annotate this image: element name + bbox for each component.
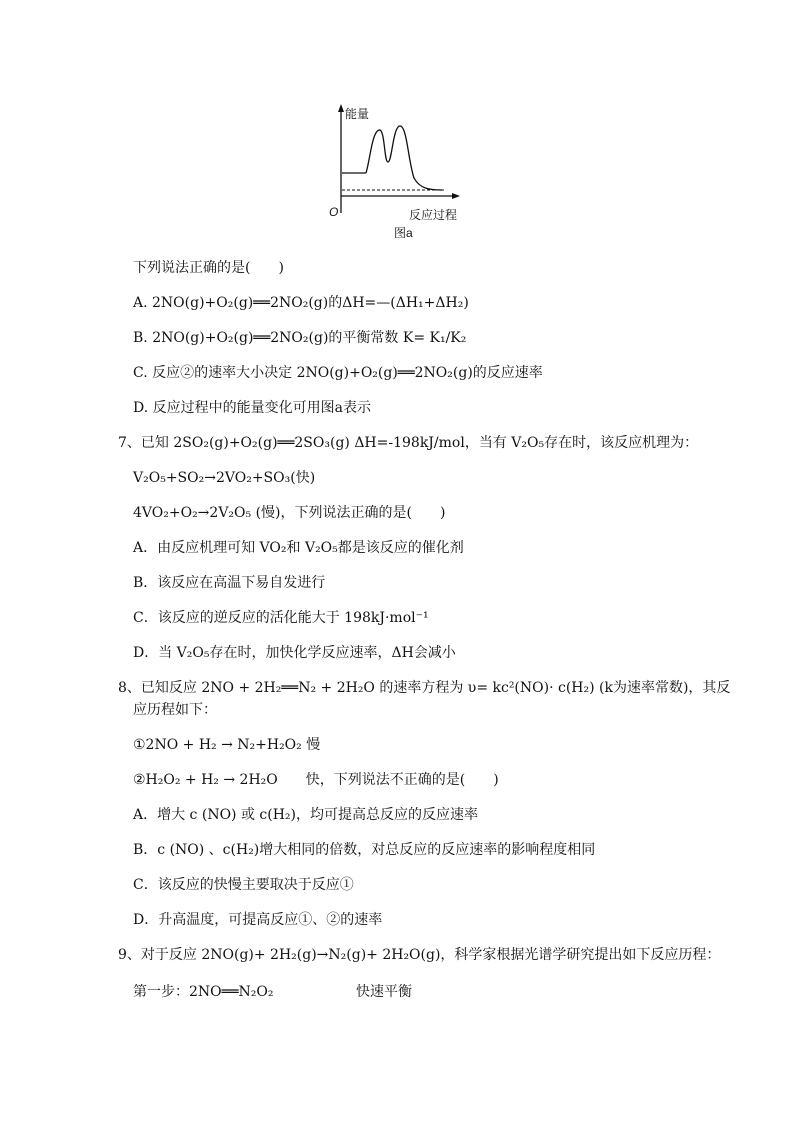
- y-axis-label: 能量: [345, 107, 370, 121]
- q9-stem: 9、对于反应 2NO(g)+ 2H₂(g)→N₂(g)+ 2H₂O(g)，科学家根据光谱学研究提出如下反应历程：: [118, 947, 721, 963]
- q8-step1: ①2NO + H₂ → N₂+H₂O₂ 慢: [133, 737, 321, 753]
- q6-option-c: C. 反应②的速率大小决定 2NO(g)+O₂(g)══2NO₂(g)的反应速率: [133, 365, 543, 381]
- origin-label: O: [329, 205, 339, 219]
- q7-option-b: B．该反应在高温下易自发进行: [133, 575, 326, 591]
- q6-option-a: A. 2NO(g)+O₂(g)══2NO₂(g)的ΔH=—(ΔH₁+ΔH₂): [133, 295, 469, 311]
- q8-step2: ②H₂O₂ + H₂ → 2H₂O 快，下列说法不正确的是( ): [133, 772, 499, 788]
- x-axis-arrow: [452, 193, 460, 199]
- q6-option-b: B. 2NO(g)+O₂(g)══2NO₂(g)的平衡常数 K= K₁/K₂: [133, 330, 467, 346]
- q8-option-b: B．c (NO) 、c(H₂)增大相同的倍数，对总反应的反应速率的影响程度相同: [133, 842, 596, 858]
- q8-stem-line1: 8、已知反应 2NO + 2H₂══N₂ + 2H₂O 的速率方程为 υ= kc²(NO)· c(H₂) (k为速率常数)，其反: [118, 680, 731, 696]
- y-axis-arrow: [338, 104, 344, 112]
- q6-stem: 下列说法正确的是( ): [133, 260, 284, 276]
- q6-option-d: D. 反应过程中的能量变化可用图a表示: [133, 400, 371, 416]
- q7-stem: 7、已知 2SO₂(g)+O₂(g)══2SO₃(g) ΔH=-198kJ/mol，当有 V₂O₅存在时，该反应机理为：: [118, 435, 699, 451]
- q8-option-d: D．升高温度，可提高反应①、②的速率: [133, 912, 383, 928]
- x-axis-label: 反应过程: [409, 208, 458, 222]
- q8-option-a: A．增大 c (NO) 或 c(H₂)，均可提高总反应的反应速率: [133, 807, 478, 823]
- q7-option-c: C．该反应的逆反应的活化能大于 198kJ·mol⁻¹: [133, 610, 429, 626]
- q7-step1: V₂O₅+SO₂→2VO₂+SO₃(快): [133, 470, 316, 486]
- q7-step2: 4VO₂+O₂→2V₂O₅ (慢)，下列说法正确的是( ): [133, 505, 446, 521]
- figure-caption: 图a: [394, 226, 413, 240]
- q9-step1: 第一步：2NO══N₂O₂: [133, 984, 274, 1000]
- q7-option-d: D．当 V₂O₅存在时，加快化学反应速率，ΔH会减小: [133, 645, 456, 661]
- energy-curve: [366, 126, 442, 190]
- energy-diagram: [0, 0, 794, 250]
- q8-option-c: C．该反应的快慢主要取决于反应①: [133, 877, 354, 893]
- q7-option-a: A．由反应机理可知 VO₂和 V₂O₅都是该反应的催化剂: [133, 540, 464, 556]
- q9-step1-note: 快速平衡: [356, 984, 412, 1000]
- q8-stem-line2: 应历程如下：: [133, 702, 217, 718]
